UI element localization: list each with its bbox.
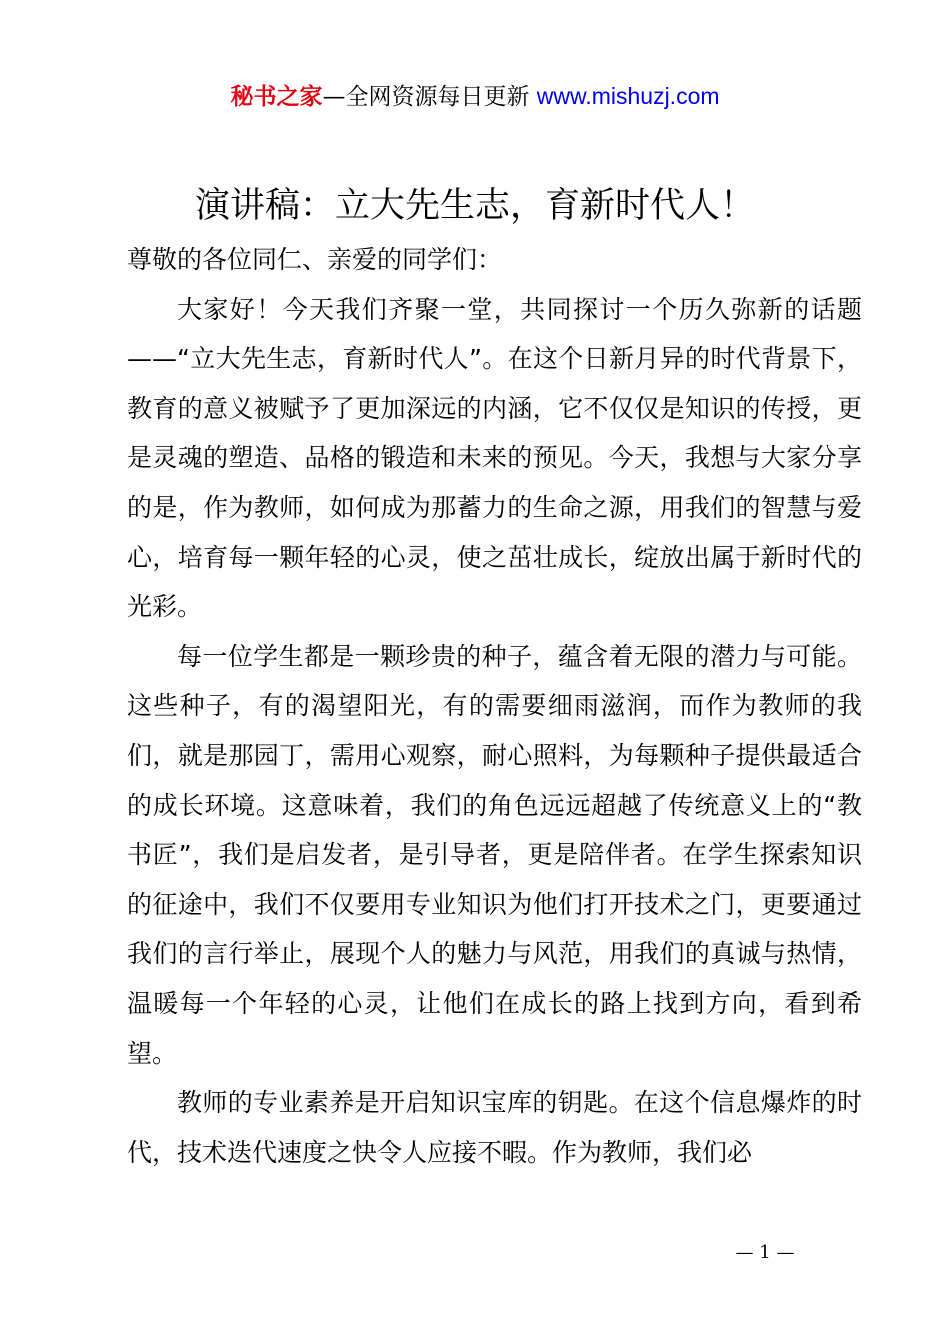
- document-body: [127, 235, 862, 1177]
- site-brand: 秘书之家: [230, 84, 323, 110]
- paragraph-3: 教师的专业素养是开启知识宝库的钥匙。在这个信息爆炸的时代，技术迭代速度之快令人应接不暇。作为教师，我们必: [127, 1088, 862, 1167]
- salutation: 尊敬的各位同仁、亲爱的同学们：: [127, 245, 503, 274]
- site-header: [0, 80, 950, 113]
- site-url-link[interactable]: www.mishuzj.com: [536, 83, 720, 109]
- site-tagline: —全网资源每日更新: [322, 84, 530, 110]
- document-title: 演讲稿：立大先生志，育新时代人！: [194, 186, 755, 226]
- paragraph-2: 每一位学生都是一颗珍贵的种子，蕴含着无限的潜力与可能。这些种子，有的渴望阳光，有的需要细雨滋润，而作为教师的我们，就是那园丁，需用心观察，耐心照料，为每颗种子提供最适合的成长环境。这意味着，我们的角色远远超越了传统意义上的“教书匠”，我们是启发者，是引导者，更是陪伴者。在学生探索知识的征途中，我们不仅要用专业知识为他们打开技术之门，更要通过我们的言行举止，展现个人的魅力与风范，用我们的真诚与热情，温暖每一个年轻的心灵，让他们在成长的路上找到方向，看到希望。: [127, 641, 862, 1068]
- paragraph-1: 大家好！今天我们齐聚一堂，共同探讨一个历久弥新的话题——“立大先生志，育新时代人”。在这个日新月异的时代背景下，教育的意义被赋予了更加深远的内涵，它不仅仅是知识的传授，更是灵魂的塑造、品格的锻造和未来的预见。今天，我想与大家分享的是，作为教师，如何成为那蓄力的生命之源，用我们的智慧与爱心，培育每一颗年轻的心灵，使之茁壮成长，绽放出属于新时代的光彩。: [127, 294, 862, 622]
- page-number: — 1 —: [735, 1242, 795, 1263]
